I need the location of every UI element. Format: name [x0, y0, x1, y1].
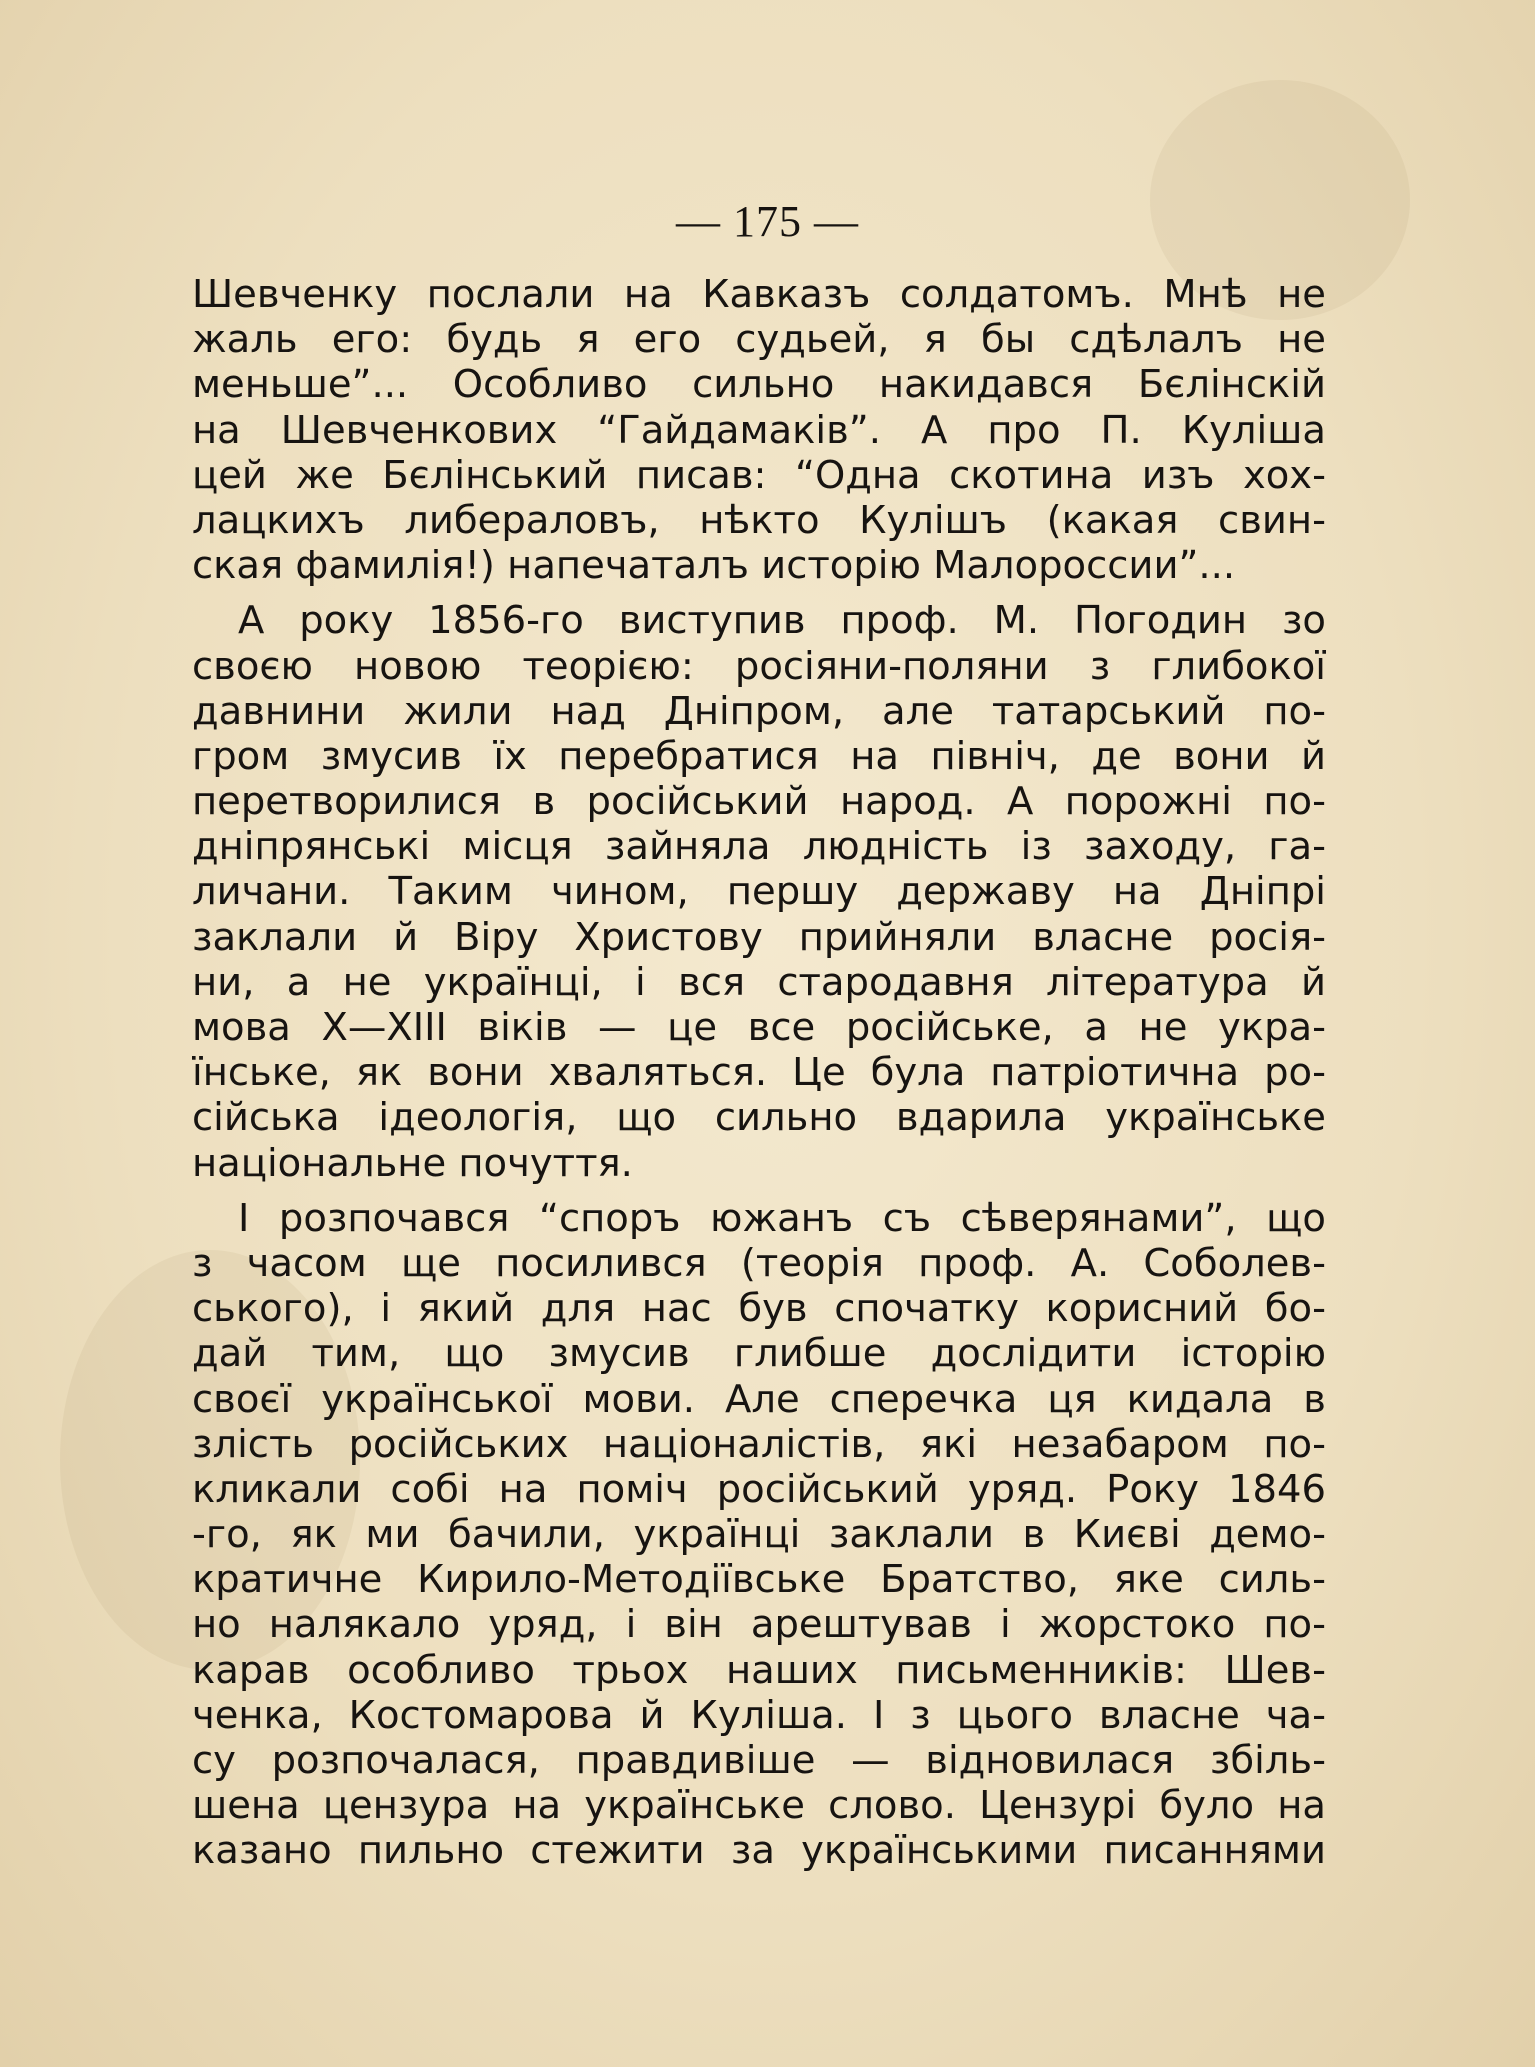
- text-line: ченка, Костомарова й Куліша. І з цього власне ча-: [192, 1692, 1326, 1738]
- text-line: їнське, як вони хваляться. Це була патріотична ро-: [192, 1050, 1326, 1096]
- text-line: дай тим, що змусив глибше дослідити історію: [192, 1331, 1326, 1377]
- text-line: -го, як ми бачили, українці заклали в Києві демо-: [192, 1512, 1326, 1558]
- text-line: перетворилися в російський народ. А порожні по-: [192, 779, 1326, 825]
- page-number: — 175 —: [676, 197, 859, 246]
- text-line: су розпочалася, правдивіше — відновилася збіль-: [192, 1738, 1326, 1783]
- text-line: злість російських націоналістів, які незабаром по-: [192, 1421, 1326, 1467]
- text-line: карав особливо трьох наших письменників: Шев-: [192, 1647, 1326, 1693]
- text-line: кликали собі на поміч російський уряд. Року 1846: [192, 1466, 1326, 1512]
- text-line: гром змусив їх перебратися на північ, де вони й: [192, 733, 1326, 779]
- text-line: на Шевченкових “Гайдамаків”. А про П. Куліша: [192, 407, 1326, 453]
- text-line: Шевченку послали на Кавказъ солдатомъ. Мнѣ не: [192, 272, 1326, 317]
- text-line: ського), і який для нас був спочатку корисний бо-: [192, 1286, 1326, 1332]
- text-line: своєї української мови. Але сперечка ця кидала в: [192, 1376, 1326, 1422]
- text-line: заклали й Віру Христову прийняли власне росія-: [192, 914, 1326, 960]
- text-line: жаль его: будь я его судьей, я бы сдѣлалъ не: [192, 317, 1326, 363]
- text-line: кратичне Кирило-Методіївське Братство, яке силь-: [192, 1557, 1326, 1603]
- text-line: давнини жили над Дніпром, але татарський по-: [192, 688, 1326, 734]
- body-text: [192, 272, 1326, 1874]
- paragraph-gap: [192, 588, 1326, 598]
- text-line: І розпочався “споръ южанъ съ сѣверянами”, що: [238, 1195, 1326, 1241]
- text-line: ни, а не українці, і вся стародавня література й: [192, 959, 1326, 1005]
- text-line: А року 1856-го виступив проф. М. Погодин зо: [238, 598, 1326, 644]
- text-line: шена цензура на українське слово. Цензурі було на: [192, 1783, 1326, 1829]
- text-line: лацкихъ либераловъ, нѣкто Кулішъ (какая свин-: [192, 497, 1326, 543]
- text-line: ская фамилія!) напечаталъ исторію Малороссии”...: [192, 543, 1236, 589]
- text-line: своєю новою теорією: росіяни-поляни з глибокої: [192, 643, 1326, 689]
- text-line: меньше”... Особливо сильно накидався Бєлінскій: [192, 362, 1326, 408]
- text-line: з часом ще посилився (теорія проф. А. Соболев-: [192, 1240, 1326, 1286]
- text-line: сійська ідеологія, що сильно вдарила українське: [192, 1095, 1326, 1141]
- text-line: личани. Таким чином, першу державу на Дніпрі: [192, 869, 1326, 915]
- text-line: мова X—XIII віків — це все російське, а не укра-: [192, 1005, 1326, 1050]
- text-line: но налякало уряд, і він арештував і жорстоко по-: [192, 1602, 1326, 1648]
- text-line: цей же Бєлінський писав: “Одна скотина изъ хох-: [192, 452, 1326, 498]
- text-line: казано пильно стежити за українськими писаннями: [192, 1828, 1326, 1874]
- text-line: дніпрянські місця зайняла людність із заходу, га-: [192, 824, 1326, 870]
- text-line: національне почуття.: [192, 1140, 633, 1186]
- paragraph-gap: [192, 1186, 1326, 1196]
